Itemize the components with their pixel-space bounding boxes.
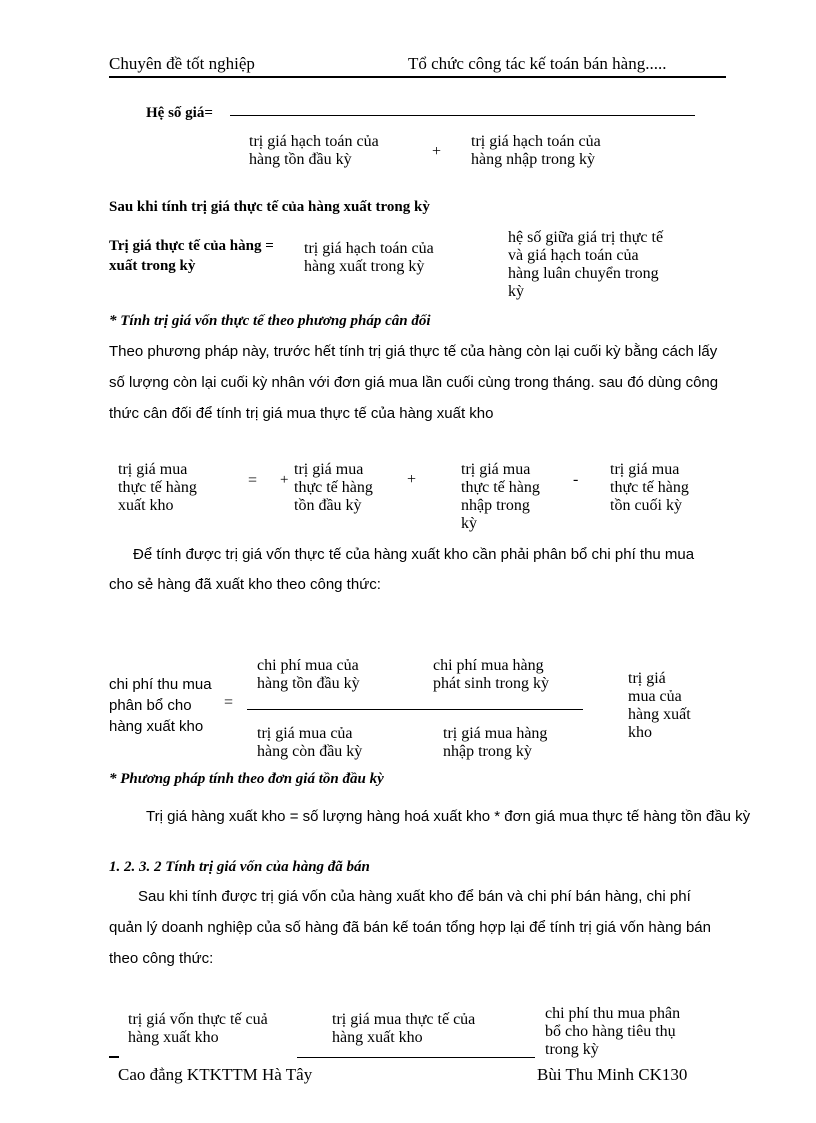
footer-right: Bùi Thu Minh CK130 <box>537 1065 688 1084</box>
formula4-den1: trị giá mua của hàng còn đầu kỳ <box>257 725 363 760</box>
alloc-line2: cho sẻ hàng đã xuất kho theo công thức: <box>109 576 381 593</box>
actual-value-right: hệ số giữa giá trị thực tế và giá hạch toán của hàng luân chuyển trong kỳ <box>508 229 664 300</box>
header-right: Tổ chức công tác kế toán bán hàng..... <box>408 54 667 73</box>
section-heading: 1. 2. 3. 2 Tính trị giá vốn của hàng đã bán <box>109 859 370 875</box>
formula5-b: trị giá mua thực tế của hàng xuất kho <box>332 1011 476 1046</box>
coefficient-fraction-bar <box>230 115 695 116</box>
equals-sign: = <box>248 472 258 489</box>
formula4-right: trị giá mua của hàng xuất kho <box>628 670 691 741</box>
formula4-num2: chi phí mua hàng phát sinh trong kỳ <box>433 657 549 692</box>
formula5-c: chi phí thu mua phân bổ cho hàng tiêu thụ trong kỳ <box>545 1005 681 1058</box>
formula3-b: trị giá mua thực tế hàng tồn đầu kỳ <box>294 461 373 514</box>
equals-sign: = <box>224 694 234 711</box>
formula5-left-tick <box>109 1056 119 1058</box>
formula4-left: chi phí thu mua phân bổ cho hàng xuất kho <box>109 676 212 735</box>
formula3-a: trị giá mua thực tế hàng xuất kho <box>118 461 197 514</box>
footer-left: Cao đẳng KTKTTM Hà Tây <box>118 1065 313 1084</box>
actual-value-label: Trị giá thực tế của hàng = xuất trong kỳ <box>109 238 274 274</box>
actual-value-mid: trị giá hạch toán của hàng xuất trong kỳ <box>304 240 434 275</box>
header-left: Chuyên đề tốt nghiệp <box>109 54 255 73</box>
after-text: Sau khi tính trị giá thực tế của hàng xuất trong kỳ <box>109 199 430 215</box>
coefficient-label: Hệ số giá= <box>146 105 213 121</box>
plus-sign: + <box>432 143 442 160</box>
coefficient-term2: trị giá hạch toán của hàng nhập trong kỳ <box>471 133 601 168</box>
balance-heading: * Tính trị giá vốn thực tế theo phương pháp cân đối <box>109 313 431 329</box>
formula4-num1: chi phí mua của hàng tồn đầu kỳ <box>257 657 360 692</box>
formula3-d: trị giá mua thực tế hàng tồn cuối kỳ <box>610 461 689 514</box>
first-price-heading: * Phương pháp tính theo đơn giá tồn đầu kỳ <box>109 771 384 787</box>
first-price-formula: Trị giá hàng xuất kho = số lượng hàng hoá xuất kho * đơn giá mua thực tế hàng tồn đầu kỳ <box>146 808 751 825</box>
coefficient-term1: trị giá hạch toán của hàng tồn đầu kỳ <box>249 133 379 168</box>
formula3-c: trị giá mua thực tế hàng nhập trong kỳ <box>461 461 540 532</box>
formula4-fraction-bar <box>247 709 583 710</box>
header-rule <box>109 76 726 78</box>
alloc-line1: Để tính được trị giá vốn thực tế của hàng xuất kho cần phải phân bổ chi phí thu mua <box>133 546 695 563</box>
minus-sign: - <box>573 471 579 488</box>
plus-sign: + <box>280 472 289 488</box>
plus-sign: + <box>407 471 417 488</box>
section-paragraph: Sau khi tính được trị giá vốn của hàng xuất kho để bán và chi phí bán hàng, chi phí quản lý doanh nghiệp của số hàng đã bán kế toán tổng hợp lại để tính trị giá vốn hàng bán theo công thức: <box>109 888 711 967</box>
formula5-a: trị giá vốn thực tế cuả hàng xuất kho <box>128 1011 268 1046</box>
balance-paragraph: Theo phương pháp này, trước hết tính trị giá thực tế của hàng còn lại cuối kỳ bằng cách lấy số lượng còn lại cuối kỳ nhân với đơn giá mua lần cuối cùng trong tháng. sau đó dùng công thức cân đối để tính trị giá mua thực tế của hàng xuất kho <box>109 343 719 422</box>
formula4-den2: trị giá mua hàng nhập trong kỳ <box>443 725 548 760</box>
formula5-fraction-bar <box>297 1057 535 1058</box>
